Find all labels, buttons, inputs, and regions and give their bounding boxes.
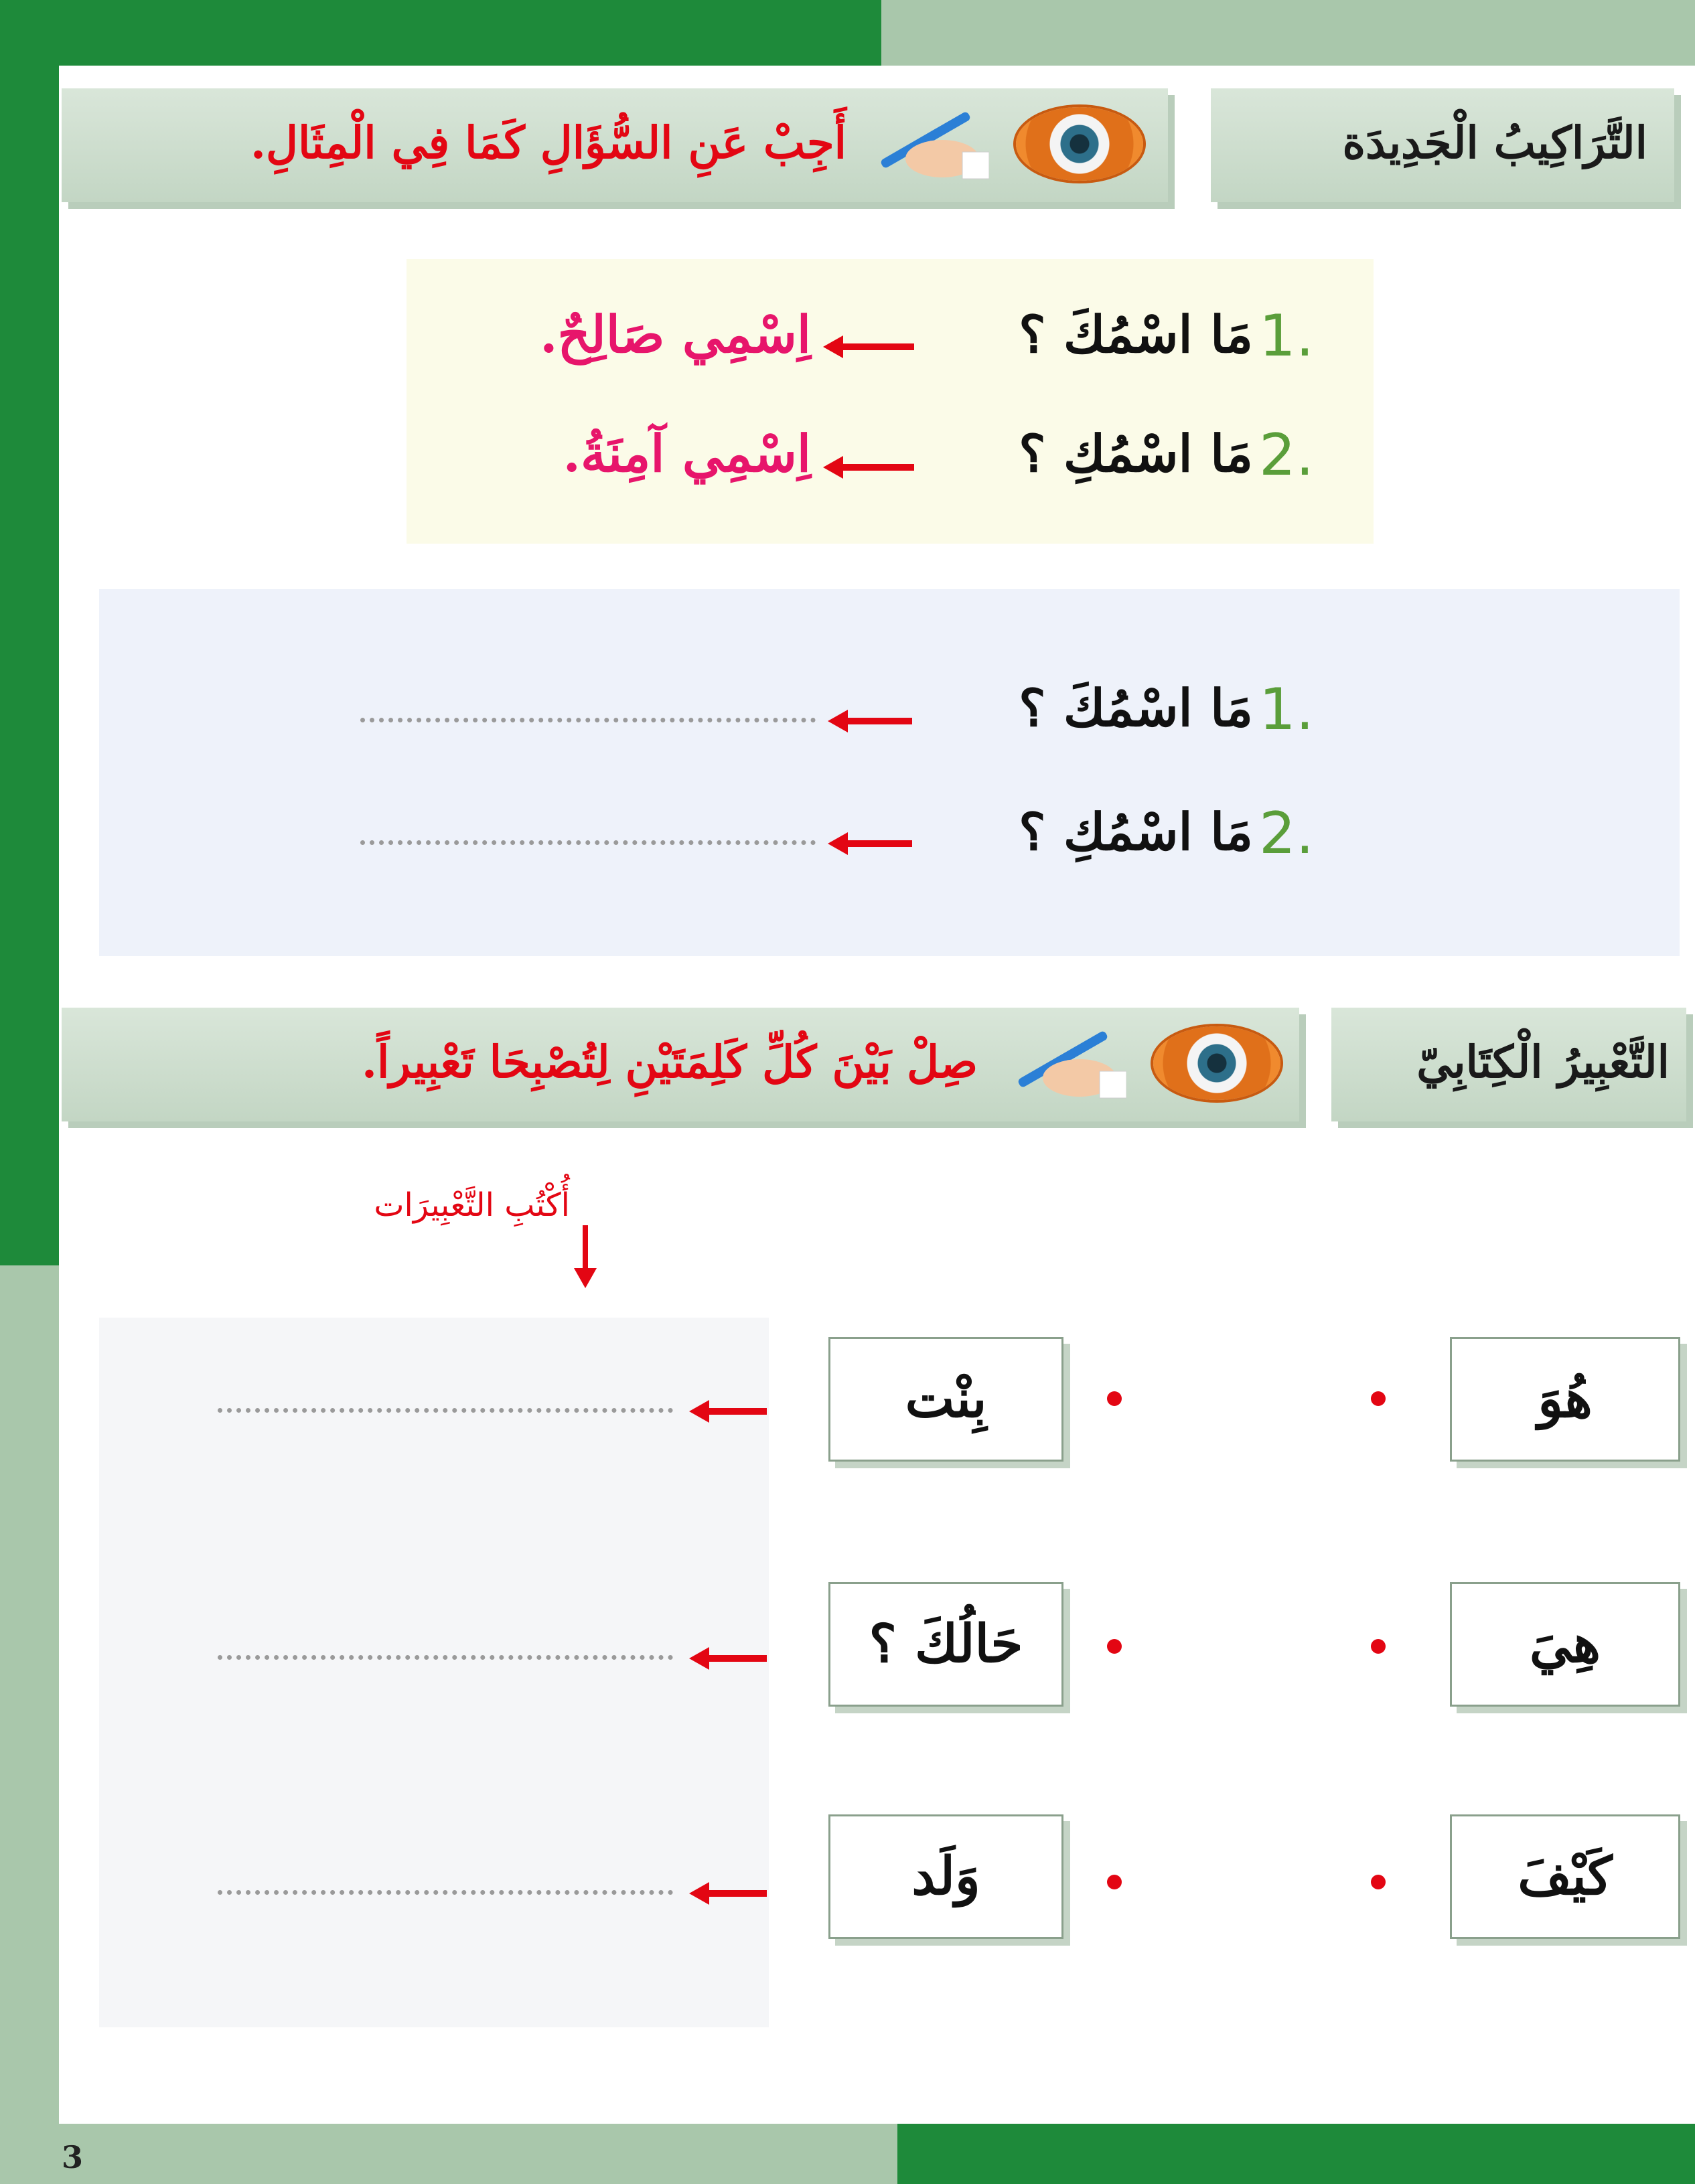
- right-dot-3[interactable]: [1107, 1875, 1122, 1889]
- exercise-2-question: مَا اسْمُكِ ؟: [1019, 802, 1253, 862]
- exercise-2-answer-line[interactable]: [360, 840, 816, 845]
- writing-hand-icon-2: [999, 1014, 1126, 1101]
- writing-hand-icon: [862, 95, 989, 182]
- left-word-box-1[interactable]: [1450, 1337, 1680, 1462]
- left-dot-2[interactable]: [1371, 1639, 1386, 1654]
- left-word-box-2[interactable]: [1450, 1582, 1680, 1707]
- section2-title-bar: [1331, 1008, 1686, 1121]
- right-dot-1[interactable]: [1107, 1391, 1122, 1406]
- row-1-arrow: [707, 1408, 767, 1415]
- eye-icon: [1016, 107, 1143, 181]
- exercise-1-number: 1.: [1259, 676, 1315, 743]
- example-1-question: مَا اسْمُكَ ؟: [1019, 305, 1253, 364]
- page-number: 3: [62, 2139, 84, 2175]
- top-frame-dark: [0, 0, 881, 66]
- row-1-answer-line[interactable]: [218, 1408, 673, 1413]
- exercise-2-arrow: [845, 840, 912, 847]
- section1-title: التَّرَاكِيبُ الْجَدِيدَة: [1342, 116, 1647, 169]
- left-frame-dark: [0, 0, 59, 1265]
- exercise-1-question: مَا اسْمُكَ ؟: [1019, 678, 1253, 738]
- example-box: [407, 259, 1374, 544]
- left-word-1: هُوَ: [1538, 1369, 1593, 1429]
- left-word-box-3[interactable]: [1450, 1814, 1680, 1939]
- example-2-answer: اِسْمِي آمِنَةُ.: [563, 424, 811, 483]
- right-word-1: بِنْت: [905, 1369, 987, 1429]
- left-dot-1[interactable]: [1371, 1391, 1386, 1406]
- left-word-3: كَيْفَ: [1518, 1846, 1613, 1907]
- section1-instruction: أَجِبْ عَنِ السُّؤَالِ كَمَا فِي الْمِثَالِ.: [250, 116, 846, 169]
- exercise-2-number: 2.: [1259, 800, 1315, 867]
- eye-icon-2: [1153, 1026, 1280, 1100]
- section2-title: التَّعْبِيرُ الْكِتَابِيّ: [1416, 1036, 1670, 1088]
- right-word-box-3[interactable]: [828, 1814, 1063, 1939]
- example-1-arrow: [840, 343, 914, 350]
- row-3-answer-line[interactable]: [218, 1890, 673, 1895]
- writing-area: [99, 1318, 769, 2027]
- section1-title-bar: [1211, 88, 1674, 202]
- write-expressions-label: أُكْتُبِ التَّعْبِيرَات: [374, 1186, 570, 1224]
- example-1-answer: اِسْمِي صَالِحٌ.: [540, 305, 811, 364]
- down-arrow: [583, 1225, 588, 1272]
- left-frame-light: [0, 1265, 59, 2129]
- right-word-box-1[interactable]: [828, 1337, 1063, 1462]
- right-word-2: حَالُكَ ؟: [869, 1614, 1023, 1674]
- row-2-answer-line[interactable]: [218, 1655, 673, 1660]
- section2-instruction-bar: [62, 1008, 1299, 1121]
- top-frame-light: [881, 0, 1695, 66]
- section1-instruction-bar: [62, 88, 1168, 202]
- bottom-frame-light: [0, 2124, 897, 2184]
- right-word-3: وَلَد: [911, 1846, 980, 1907]
- example-2-question: مَا اسْمُكِ ؟: [1019, 424, 1253, 483]
- exercise-1-arrow: [845, 718, 912, 724]
- left-dot-3[interactable]: [1371, 1875, 1386, 1889]
- example-1-number: 1.: [1259, 303, 1315, 370]
- row-2-arrow: [707, 1655, 767, 1662]
- bottom-frame-dark: [897, 2124, 1695, 2184]
- example-2-number: 2.: [1259, 422, 1315, 489]
- section2-instruction: صِلْ بَيْنَ كُلِّ كَلِمَتَيْنِ لِتُصْبِحَا تَعْبِيراً.: [361, 1036, 978, 1088]
- exercise-box: [99, 589, 1680, 956]
- exercise-1-answer-line[interactable]: [360, 718, 816, 722]
- row-3-arrow: [707, 1890, 767, 1897]
- right-word-box-2[interactable]: [828, 1582, 1063, 1707]
- example-2-arrow: [840, 464, 914, 471]
- left-word-2: هِيَ: [1529, 1614, 1601, 1674]
- right-dot-2[interactable]: [1107, 1639, 1122, 1654]
